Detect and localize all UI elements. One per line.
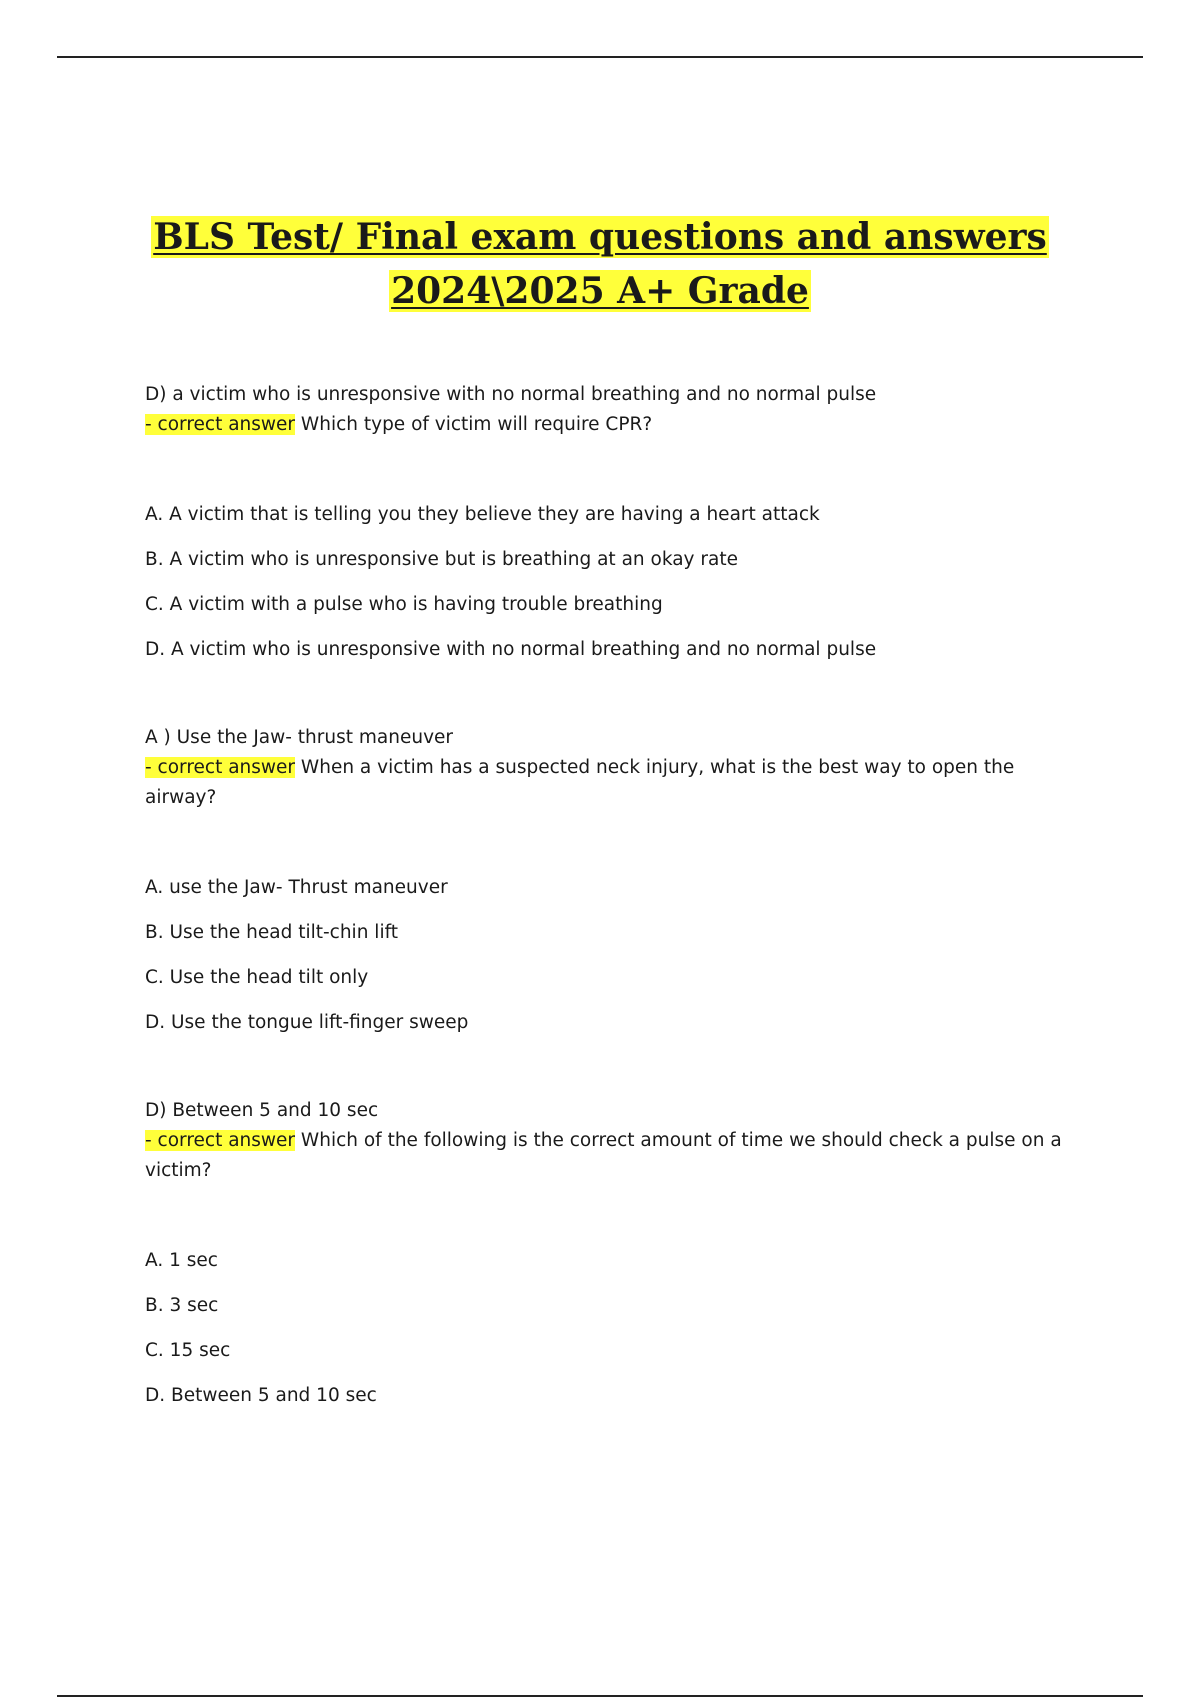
option-d: D. Between 5 and 10 sec xyxy=(145,1385,377,1406)
option-b: B. Use the head tilt-chin lift xyxy=(145,922,399,943)
option-a: A. use the Jaw- Thrust maneuver xyxy=(145,877,448,898)
correct-answer-text: D) a victim who is unresponsive with no normal breathing and no normal pulse xyxy=(145,384,877,405)
question-prompt: Which of the following is the correct amount of time we should check a pulse on a victim? xyxy=(145,1130,1062,1181)
option-d: D. Use the tongue lift-finger sweep xyxy=(145,1012,469,1033)
option-a: A. A victim that is telling you they believe they are having a heart attack xyxy=(145,504,820,525)
option-c: C. A victim with a pulse who is having trouble breathing xyxy=(145,594,663,615)
question-list xyxy=(145,380,1065,1426)
option-d: D. A victim who is unresponsive with no normal breathing and no normal pulse xyxy=(145,639,877,660)
question-block-2 xyxy=(145,723,1065,1038)
question-text xyxy=(145,1126,1065,1186)
question-prompt: Which type of victim will require CPR? xyxy=(295,414,653,435)
option-b: B. A victim who is unresponsive but is breathing at an okay rate xyxy=(145,549,738,570)
question-text xyxy=(145,753,1065,813)
footer-rule xyxy=(57,1695,1143,1697)
question-block-3 xyxy=(145,1096,1065,1411)
correct-answer-marker: - correct answer xyxy=(145,757,296,778)
question-block-1 xyxy=(145,380,1065,665)
title-line-2: 2024\2025 A+ Grade xyxy=(391,270,809,312)
correct-answer-text: D) Between 5 and 10 sec xyxy=(145,1100,379,1121)
correct-answer-text: A ) Use the Jaw- thrust maneuver xyxy=(145,727,454,748)
option-a: A. 1 sec xyxy=(145,1250,218,1271)
title-line-1: BLS Test/ Final exam questions and answers xyxy=(153,216,1047,258)
header-rule xyxy=(57,56,1143,58)
option-c: C. Use the head tilt only xyxy=(145,967,369,988)
correct-answer-marker: - correct answer xyxy=(145,414,296,435)
correct-answer-marker: - correct answer xyxy=(145,1130,296,1151)
option-b: B. 3 sec xyxy=(145,1295,219,1316)
question-text xyxy=(145,410,1065,440)
option-c: C. 15 sec xyxy=(145,1340,231,1361)
document-title xyxy=(0,210,1200,318)
question-prompt: When a victim has a suspected neck injury, what is the best way to open the airway? xyxy=(145,757,1015,808)
